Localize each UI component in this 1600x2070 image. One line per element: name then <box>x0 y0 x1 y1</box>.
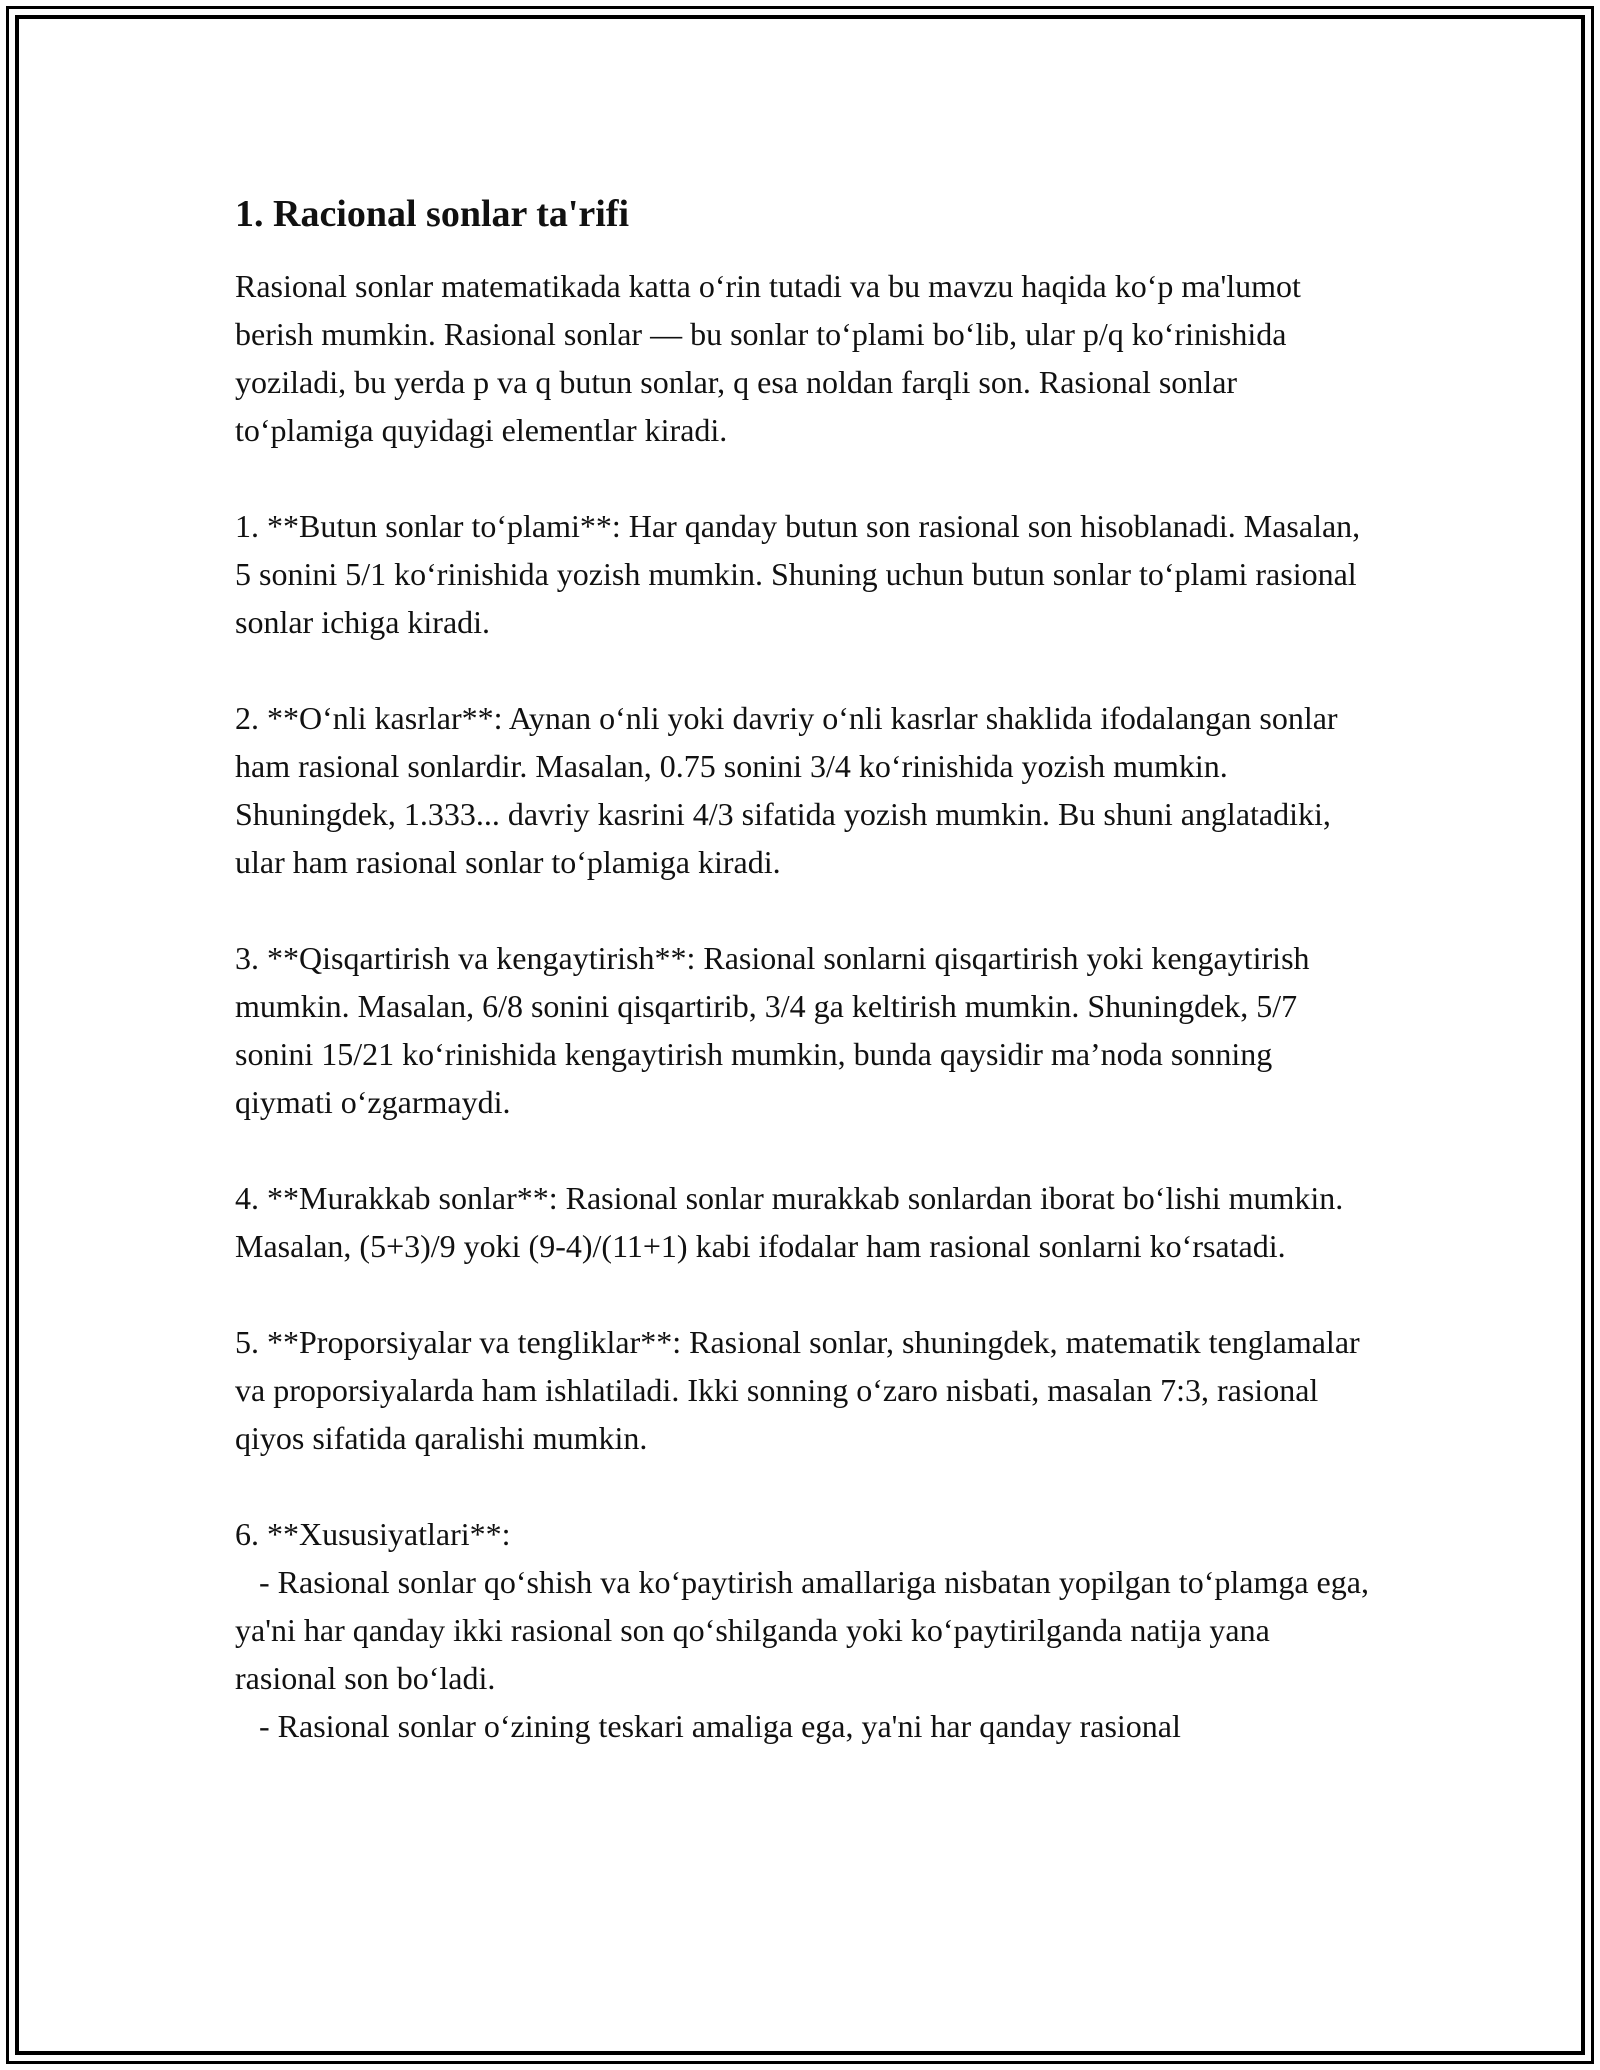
list-item-1: 1. **Butun sonlar to‘plami**: Har qanday butun son rasional son hisoblanadi. Masalan, 5 sonini 5/1 ko‘rinishida yozish mumkin. Shuning uchun butun sonlar to‘plami rasional sonlar ichiga kiradi. <box>235 508 1361 640</box>
list-item-6-heading: 6. **Xususiyatlari**: <box>235 1516 511 1552</box>
list-item-5: 5. **Proporsiyalar va tengliklar**: Rasional sonlar, shuningdek, matematik tenglamalar va proporsiyalarda ham ishlatiladi. Ikki sonning o‘zaro nisbati, masalan 7:3, rasional qiyos sifatida qaralishi mumkin. <box>235 1324 1360 1456</box>
section-heading: 1. Racional sonlar ta'rifi <box>235 193 630 235</box>
list-item-3: 3. **Qisqartirish va kengaytirish**: Rasional sonlarni qisqartirish yoki kengaytirish mumkin. Masalan, 6/8 sonini qisqartirib, 3/4 ga keltirish mumkin. Shuningdek, 5/7 sonini 15/21 ko‘rinishida kengaytirish mumkin, bunda qaysidir ma’noda sonning qiymati o‘zgarmaydi. <box>235 940 1310 1120</box>
list-item-2: 2. **O‘nli kasrlar**: Aynan o‘nli yoki davriy o‘nli kasrlar shaklida ifodalangan sonlar ham rasional sonlardir. Masalan, 0.75 sonini 3/4 ko‘rinishida yozish mumkin. Shuningdek, 1.333... davriy kasrini 4/3 sifatida yozish mumkin. Bu shuni anglatadiki, ular ham rasional sonlar to‘plamiga kiradi. <box>235 700 1338 880</box>
intro-paragraph: Rasional sonlar matematikada katta o‘rin tutadi va bu mavzu haqida ko‘p ma'lumot berish mumkin. Rasional sonlar — bu sonlar to‘plami bo‘lib, ular p/q ko‘rinishida yoziladi, bu yerda p va q butun sonlar, q esa noldan farqli son. Rasional sonlar to‘plamiga quyidagi elementlar kiradi. <box>235 268 1301 448</box>
list-item-6-bullet-2: - Rasional sonlar o‘zining teskari amaliga ega, ya'ni har qanday rasional <box>235 1708 1181 1744</box>
list-item-4: 4. **Murakkab sonlar**: Rasional sonlar murakkab sonlardan iborat bo‘lishi mumkin. Masalan, (5+3)/9 yoki (9-4)/(11+1) kabi ifodalar ham rasional sonlarni ko‘rsatadi. <box>235 1180 1344 1264</box>
document-body <box>235 190 1377 1750</box>
list-item-6-bullet-1: - Rasional sonlar qo‘shish va ko‘paytirish amallariga nisbatan yopilgan to‘plamga ega, ya'ni har qanday ikki rasional son qo‘shilganda yoki ko‘paytirilganda natija yana rasional son bo‘ladi. <box>235 1564 1377 1696</box>
